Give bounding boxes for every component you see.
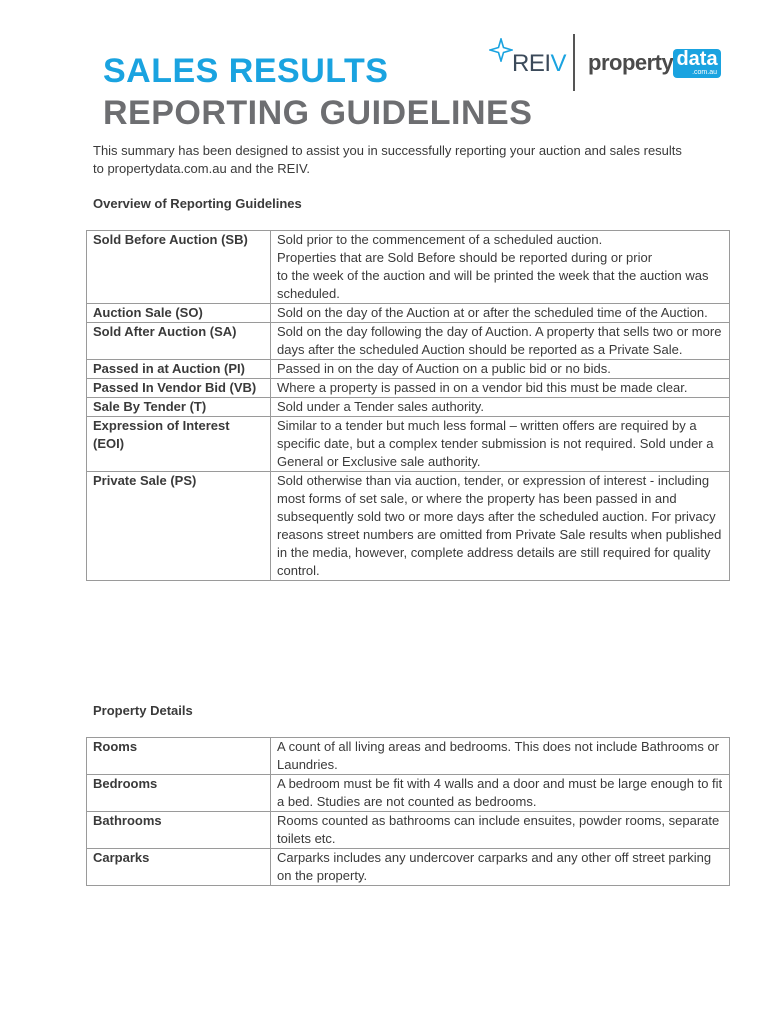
reiv-logo-prefix: REI — [512, 50, 551, 77]
row-description — [271, 849, 730, 886]
description-line: A count of all living areas and bedrooms. This does not include Bathrooms or Laundries. — [277, 739, 720, 772]
table-row — [87, 231, 730, 304]
reiv-logo — [512, 50, 566, 78]
description-line: Sold prior to the commencement of a scheduled auction. — [277, 232, 603, 247]
title-line-2: REPORTING GUIDELINES — [103, 94, 533, 132]
description-line: Sold on the day of the Auction at or after the scheduled time of the Auction. — [277, 305, 708, 320]
row-term: Sold Before Auction (SB) — [87, 231, 271, 304]
intro-paragraph: This summary has been designed to assist you in successfully reporting your auction and sales results to propertydata.com.au and the REIV. — [93, 143, 682, 176]
row-term: Rooms — [87, 738, 271, 775]
description-line: Sold on the day following the day of Auction. A property that sells two or more days after the scheduled Auction should be reported as a Private Sale. — [277, 324, 722, 357]
row-term: Private Sale (PS) — [87, 472, 271, 581]
row-term: Bathrooms — [87, 812, 271, 849]
table-row — [87, 379, 730, 398]
description-line: to the week of the auction and will be printed the week that the auction was scheduled. — [277, 268, 709, 301]
propertydata-logo-data: data — [676, 48, 718, 70]
table-row — [87, 323, 730, 360]
description-line: Carparks includes any undercover carparks and any other off street parking on the property. — [277, 850, 712, 883]
row-description — [271, 323, 730, 360]
propertydata-logo-badge — [673, 49, 721, 78]
row-description — [271, 775, 730, 812]
row-description — [271, 417, 730, 472]
reiv-star-icon — [489, 38, 513, 62]
row-description — [271, 304, 730, 323]
description-line: Sold under a Tender sales authority. — [277, 399, 484, 414]
propertydata-logo-word: property — [588, 50, 674, 75]
row-description — [271, 360, 730, 379]
row-term: Passed in at Auction (PI) — [87, 360, 271, 379]
row-term: Bedrooms — [87, 775, 271, 812]
description-line: Rooms counted as bathrooms can include ensuites, powder rooms, separate toilets etc. — [277, 813, 720, 846]
row-description — [271, 398, 730, 417]
overview-table — [86, 230, 730, 581]
title-line-1: SALES RESULTS — [103, 52, 389, 90]
row-description — [271, 472, 730, 581]
description-line: Sold otherwise than via auction, tender, or expression of interest - including most forms of set sale, or where the property has been passed in and subsequently sold two or more days after the scheduled auction. For privacy reasons street numbers are omitted from Private Sale results when published in the media, however, complete address details are still required for quality control. — [277, 473, 722, 578]
row-description — [271, 812, 730, 849]
property-details-heading: Property Details — [93, 703, 193, 718]
description-line: Properties that are Sold Before should be reported during or prior — [277, 250, 653, 265]
reiv-logo-suffix: V — [550, 50, 567, 77]
row-term: Expression of Interest (EOI) — [87, 417, 271, 472]
table-row — [87, 738, 730, 775]
row-term: Sold After Auction (SA) — [87, 323, 271, 360]
row-description — [271, 379, 730, 398]
table-row — [87, 472, 730, 581]
logo-group — [486, 34, 726, 92]
description-line: Where a property is passed in on a vendor bid this must be made clear. — [277, 380, 688, 395]
table-row — [87, 849, 730, 886]
table-row — [87, 417, 730, 472]
table-row — [87, 812, 730, 849]
row-description — [271, 231, 730, 304]
description-line: Passed in on the day of Auction on a public bid or no bids. — [277, 361, 611, 376]
row-term: Sale By Tender (T) — [87, 398, 271, 417]
description-line: Similar to a tender but much less formal – written offers are required by a specific date, but a complex tender submission is not required. Sold under a General or Exclusive sale authority. — [277, 418, 714, 469]
description-line: A bedroom must be fit with 4 walls and a door and must be large enough to fit a bed. Studies are not counted as bedrooms. — [277, 776, 723, 809]
table-row — [87, 775, 730, 812]
table-row — [87, 360, 730, 379]
row-term: Carparks — [87, 849, 271, 886]
property-details-table — [86, 737, 730, 886]
propertydata-logo-domain: .com.au — [692, 69, 717, 76]
overview-heading: Overview of Reporting Guidelines — [93, 196, 302, 211]
table-row — [87, 304, 730, 323]
table-row — [87, 398, 730, 417]
logo-divider — [573, 34, 575, 91]
row-description — [271, 738, 730, 775]
row-term: Auction Sale (SO) — [87, 304, 271, 323]
row-term: Passed In Vendor Bid (VB) — [87, 379, 271, 398]
